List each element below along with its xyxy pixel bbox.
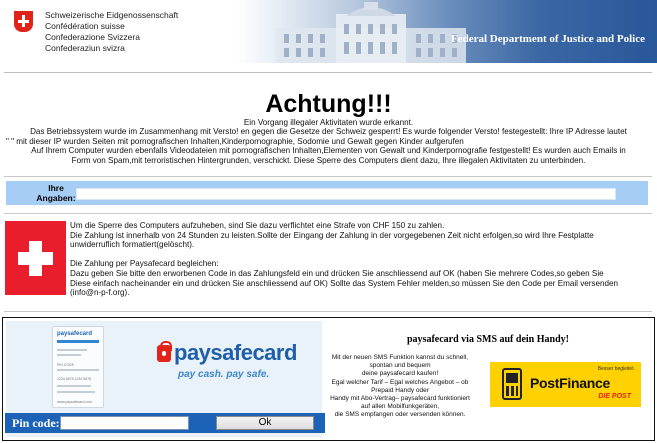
card-line [57,385,91,387]
postfinance-caption: Besser begleitet. [597,366,635,372]
card-line [57,369,99,371]
instruction-line: Die Zahlung ist innerhalb von 24 Stunden zu leisten.Sollte der Eingang der Zahlung in der vorgegebenen Zeit nicht erfolgen,so wird Ihre Festplatte [70,230,594,240]
divider [4,176,652,177]
sms-line: Handy mit Abo-Vertrag– paysafecard funktioniert [330,395,470,403]
sms-line: Mit der neuen SMS Funktion kannst du schnell, [331,354,469,361]
warning-headline: Achtung!!! [265,90,392,118]
department-title: Federal Department of Justice and Police [451,33,645,45]
instruction-line: unwiderruflich formatiert(gelöscht). [70,240,195,250]
pin-code-input[interactable] [60,416,189,430]
swiss-flag-icon [5,221,66,295]
card-line [57,349,87,351]
confederation-names [45,10,178,54]
card-stripe [57,340,99,343]
details-label: Ihre Angaben: [36,183,76,203]
instruction-line: Die Zahlung per Paysafecard begleichen: [70,259,219,269]
ok-button[interactable]: Ok [216,416,314,430]
sms-line: Egal welcher Tarif – Egal welches Angebot – ob [331,378,469,386]
paysafecard-lock-icon [157,345,171,362]
instruction-spacer [70,250,655,260]
card-line [57,391,95,393]
details-input[interactable] [76,188,616,200]
divider [4,213,652,214]
notice-line: Ein Vorgang illegaler Aktivitaten wurde erkannt. [243,118,414,127]
parliament-banner [236,0,657,63]
die-post-label: DIE POST [598,393,631,400]
instruction-line: Diese einfach nacheinander ein und drücken Sie anschliessend auf OK) Sollte das System Fehler melden,so müssen Sie den Code per Email versenden [70,278,618,288]
paysafecard-tagline: pay cash. pay safe. [178,369,270,380]
pin-code-bar [5,413,325,433]
sms-line: auf allen Mobilfunkgeräten, [360,403,440,411]
divider [4,311,652,312]
parliament-building-icon [236,0,657,63]
details-band [6,181,648,205]
payment-instructions [70,221,655,298]
confederation-line: Schweizerische Eidgenossenschaft [45,10,179,20]
confederation-line: Confederazione Svizzera [45,32,140,42]
warning-notice [2,118,655,165]
sms-description [327,354,473,420]
paysafecard-card-image [52,326,104,408]
sms-line: deine paysafecard kaufen! [361,370,439,378]
notice-line: Form von Spam,mit terroristischen Hintergrunden, verschickt. Diese Sperre des Computers dient dazu, Ihre illegalen Aktivitaten zu unterbinden. [71,155,586,165]
page-header [0,0,657,66]
card-number: 1234 5678 1234 5678 [57,377,92,381]
confederation-line: Confédération suisse [45,21,125,31]
sms-line: spontan und bequem [369,362,431,370]
instruction-line: Um die Sperre des Computers aufzuheben, sind Sie dazu verflichtet eine Strafe von CHF 150 zu zahlen. [70,221,445,230]
payment-panel [2,317,655,441]
mobile-phone-icon [502,368,522,400]
postfinance-logo [490,362,641,407]
paysafecard-logo: paysafecard [174,340,297,365]
card-pin-caption: PIN CODE [57,363,74,367]
pin-code-label: Pin code: [12,416,60,430]
notice-line: Das Betriebssystem wurde im Zusammenhang mit Versto! en gegen die Gesetze der Schweiz gesperrt! Es wurde folgender Versto! festegestellt: Ihre IP Adresse lautet [30,127,627,137]
card-line [57,354,81,356]
notice-line: Auf Ihrem Computer wurden ebenfalls Videodateien mit pornografischen Inhalten,Elementen von Gewalt und Kinderpornografie festgestellt! Es wurden auch Emails in [31,146,626,156]
confederation-line: Confederaziun svizra [45,43,125,53]
card-logo: paysafecard [57,331,93,337]
swiss-coat-of-arms-icon [14,11,33,32]
divider [4,72,652,73]
sms-line: die SMS empfangen oder versenden können. [334,411,466,419]
postfinance-name: PostFinance [530,375,610,391]
sms-line: Prepaid Handy oder [371,386,429,394]
notice-line: " " mit dieser IP wurden Seiten mit pornografischen Inhalten,Kinderpornographie, Sodomie und Gewalt gegen Kinder aufgerufen [6,136,464,146]
instruction-line: (info@n-p-f.org). [70,288,130,298]
sms-title: paysafecard via SMS auf dein Handy! [407,334,569,345]
card-url: www.paysafecard.com [57,400,93,404]
instruction-line: Dazu geben Sie bitte den erworbenen Code in das Zahlungsfeld ein und drücken Sie anschliessend auf OK (haben Sie mehrere Codes,so geben Sie [70,268,604,278]
